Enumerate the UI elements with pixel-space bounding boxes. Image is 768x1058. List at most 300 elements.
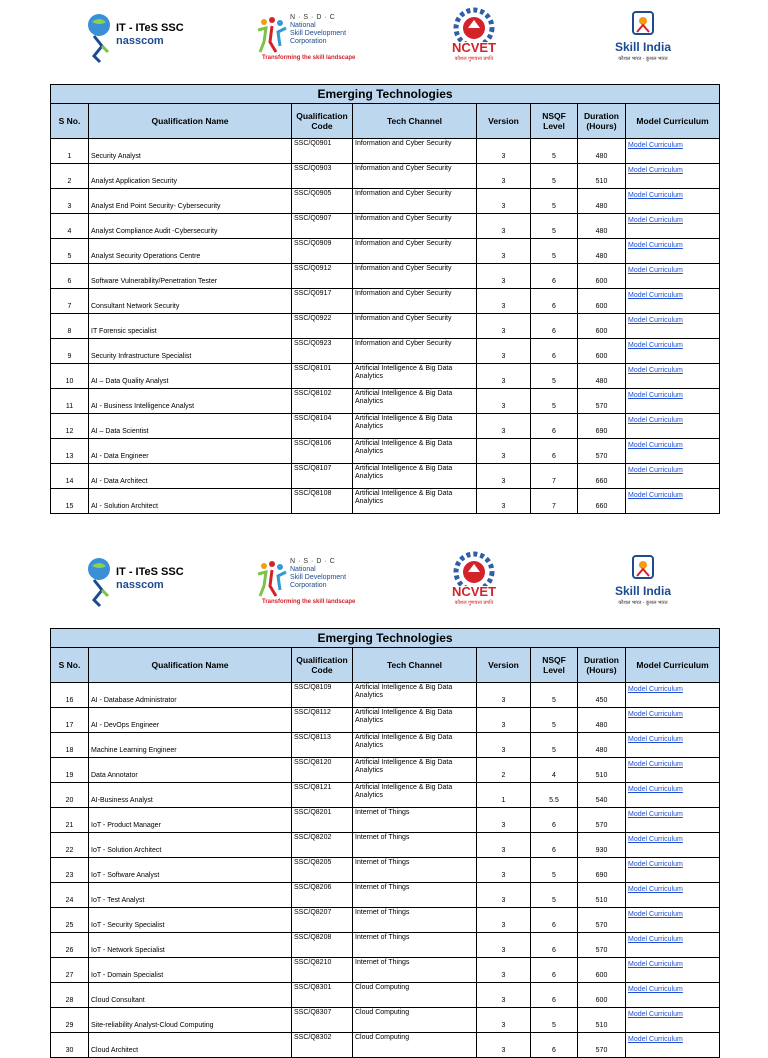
skill-india-icon: [608, 554, 678, 582]
column-header-channel: Tech Channel: [353, 648, 477, 683]
table-body-2: [51, 629, 720, 1058]
column-header-version: Version: [477, 104, 531, 139]
table-cell-code: SSC/Q8301: [292, 983, 353, 1008]
table-cell-duration: 660: [578, 489, 626, 514]
table-cell-sno: 4: [51, 214, 89, 239]
ncvet-logo: [444, 550, 504, 608]
table-cell-sno: 15: [51, 489, 89, 514]
column-header-code: Qualification Code: [292, 648, 353, 683]
ncvet-name: NCVET: [451, 40, 497, 55]
nsdc-tagline: Transforming the skill landscape: [262, 599, 356, 605]
table-cell-name: IoT - Security Specialist: [89, 908, 292, 933]
table-cell-nsqf: 6: [531, 808, 578, 833]
table-cell-channel: Internet of Things: [353, 908, 477, 933]
table-cell-sno: 29: [51, 1008, 89, 1033]
table-cell-channel: Artificial Intelligence & Big Data Analytics: [353, 783, 477, 808]
table-cell-sno: 11: [51, 389, 89, 414]
table-cell-nsqf: 5.5: [531, 783, 578, 808]
table-cell-sno: 17: [51, 708, 89, 733]
column-header-channel: Tech Channel: [353, 104, 477, 139]
table-cell-name: Software Vulnerability/Penetration Tester: [89, 264, 292, 289]
table-cell-code: SSC/Q0901: [292, 139, 353, 164]
table-cell-sno: 21: [51, 808, 89, 833]
itssc-line2: nasscom: [116, 579, 164, 591]
table-cell-code: SSC/Q8201: [292, 808, 353, 833]
column-header-duration: Duration (Hours): [578, 104, 626, 139]
table-cell-duration: 570: [578, 908, 626, 933]
table-cell-channel: Cloud Computing: [353, 1033, 477, 1058]
table-cell-channel: Internet of Things: [353, 958, 477, 983]
model-curriculum-link[interactable]: Model Curriculum: [626, 883, 720, 908]
table-cell-code: SSC/Q8106: [292, 439, 353, 464]
table-cell-code: SSC/Q0912: [292, 264, 353, 289]
model-curriculum-link[interactable]: Model Curriculum: [626, 164, 720, 189]
table-cell-nsqf: 6: [531, 908, 578, 933]
table-cell-sno: 26: [51, 933, 89, 958]
table-cell-version: 3: [477, 239, 531, 264]
table-cell-nsqf: 6: [531, 1033, 578, 1058]
model-curriculum-link[interactable]: Model Curriculum: [626, 983, 720, 1008]
model-curriculum-link[interactable]: Model Curriculum: [626, 1033, 720, 1058]
table-cell-nsqf: 5: [531, 683, 578, 708]
ncvet-name: NCVET: [451, 584, 497, 599]
nsdc-l3: Corporation: [290, 582, 327, 589]
table-cell-channel: Information and Cyber Security: [353, 339, 477, 364]
model-curriculum-link[interactable]: Model Curriculum: [626, 389, 720, 414]
table-cell-code: SSC/Q0903: [292, 164, 353, 189]
table-body-1: [51, 85, 720, 514]
model-curriculum-link[interactable]: Model Curriculum: [626, 933, 720, 958]
model-curriculum-link[interactable]: Model Curriculum: [626, 758, 720, 783]
table-cell-code: SSC/Q0909: [292, 239, 353, 264]
table-cell-channel: Artificial Intelligence & Big Data Analytics: [353, 708, 477, 733]
table-cell-sno: 8: [51, 314, 89, 339]
table-row: [51, 489, 720, 514]
column-header-duration: Duration (Hours): [578, 648, 626, 683]
table-cell-code: SSC/Q0923: [292, 339, 353, 364]
table-cell-channel: Internet of Things: [353, 833, 477, 858]
table-cell-duration: 690: [578, 858, 626, 883]
table-cell-name: IoT - Test Analyst: [89, 883, 292, 908]
column-header-code: Qualification Code: [292, 104, 353, 139]
table-cell-duration: 480: [578, 708, 626, 733]
table-cell-channel: Artificial Intelligence & Big Data Analytics: [353, 489, 477, 514]
table-cell-sno: 22: [51, 833, 89, 858]
skill-india-sub: कौशल भारत - कुशल भारत: [618, 56, 668, 62]
table-cell-code: SSC/Q8120: [292, 758, 353, 783]
table-cell-sno: 1: [51, 139, 89, 164]
skill-india-logo: [608, 554, 678, 610]
table-cell-duration: 480: [578, 364, 626, 389]
nsdc-tagline: Transforming the skill landscape: [262, 55, 356, 61]
model-curriculum-link[interactable]: Model Curriculum: [626, 139, 720, 164]
table-cell-version: 3: [477, 883, 531, 908]
table-row: [51, 414, 720, 439]
column-header-name: Qualification Name: [89, 104, 292, 139]
table-cell-duration: 510: [578, 758, 626, 783]
itssc-line2: nasscom: [116, 35, 164, 47]
table-cell-version: 3: [477, 439, 531, 464]
table-cell-version: 3: [477, 708, 531, 733]
table-cell-nsqf: 7: [531, 464, 578, 489]
table-cell-nsqf: 6: [531, 339, 578, 364]
table-cell-version: 3: [477, 933, 531, 958]
nsdc-l1: National: [290, 22, 316, 29]
nsdc-logo: [256, 558, 366, 610]
table-cell-duration: 480: [578, 189, 626, 214]
table-row: [51, 239, 720, 264]
table-cell-name: Analyst End Point Security- Cybersecurity: [89, 189, 292, 214]
table-cell-duration: 570: [578, 933, 626, 958]
table-cell-version: 3: [477, 958, 531, 983]
table-cell-sno: 24: [51, 883, 89, 908]
table-cell-channel: Internet of Things: [353, 883, 477, 908]
table-cell-nsqf: 4: [531, 758, 578, 783]
table-cell-channel: Artificial Intelligence & Big Data Analytics: [353, 439, 477, 464]
nsdc-l2: Skill Development: [290, 30, 347, 37]
table-cell-version: 3: [477, 414, 531, 439]
table-cell-version: 3: [477, 364, 531, 389]
table-cell-sno: 2: [51, 164, 89, 189]
table-cell-duration: 600: [578, 264, 626, 289]
table-cell-version: 3: [477, 164, 531, 189]
model-curriculum-link[interactable]: Model Curriculum: [626, 239, 720, 264]
table-row: [51, 139, 720, 164]
itssc-figure-icon: [86, 12, 112, 64]
table-cell-duration: 930: [578, 833, 626, 858]
model-curriculum-link[interactable]: Model Curriculum: [626, 364, 720, 389]
skill-india-name: Skill India: [614, 584, 671, 598]
itssc-figure-icon: [86, 556, 112, 608]
table-cell-code: SSC/Q8109: [292, 683, 353, 708]
skill-india-name: Skill India: [614, 40, 671, 54]
table-cell-code: SSC/Q8208: [292, 933, 353, 958]
model-curriculum-link[interactable]: Model Curriculum: [626, 708, 720, 733]
table-cell-code: SSC/Q8307: [292, 1008, 353, 1033]
table-cell-duration: 660: [578, 464, 626, 489]
ncvet-logo: [444, 6, 504, 64]
model-curriculum-link[interactable]: Model Curriculum: [626, 214, 720, 239]
table-cell-duration: 570: [578, 808, 626, 833]
table-cell-version: 3: [477, 908, 531, 933]
table-cell-sno: 3: [51, 189, 89, 214]
model-curriculum-link[interactable]: Model Curriculum: [626, 783, 720, 808]
model-curriculum-link[interactable]: Model Curriculum: [626, 733, 720, 758]
table-cell-code: SSC/Q8207: [292, 908, 353, 933]
table-title: Emerging Technologies: [51, 629, 720, 648]
table-cell-name: Security Analyst: [89, 139, 292, 164]
table-cell-channel: Information and Cyber Security: [353, 289, 477, 314]
table-row: [51, 439, 720, 464]
table-row: [51, 1033, 720, 1058]
model-curriculum-link[interactable]: Model Curriculum: [626, 439, 720, 464]
table-cell-name: IoT - Product Manager: [89, 808, 292, 833]
table-cell-channel: Information and Cyber Security: [353, 264, 477, 289]
table-row: [51, 933, 720, 958]
table-cell-nsqf: 5: [531, 733, 578, 758]
table-cell-channel: Internet of Things: [353, 858, 477, 883]
table-cell-nsqf: 6: [531, 264, 578, 289]
column-header-nsqf: NSQF Level: [531, 104, 578, 139]
table-cell-name: Analyst Application Security: [89, 164, 292, 189]
model-curriculum-link[interactable]: Model Curriculum: [626, 464, 720, 489]
table-cell-duration: 480: [578, 733, 626, 758]
table-cell-name: IoT - Domain Specialist: [89, 958, 292, 983]
table-cell-channel: Artificial Intelligence & Big Data Analytics: [353, 464, 477, 489]
table-cell-code: SSC/Q8107: [292, 464, 353, 489]
table-cell-channel: Artificial Intelligence & Big Data Analytics: [353, 389, 477, 414]
itssc-logo: [86, 12, 206, 64]
model-curriculum-link[interactable]: Model Curriculum: [626, 908, 720, 933]
table-row: [51, 364, 720, 389]
table-cell-nsqf: 6: [531, 833, 578, 858]
table-cell-name: AI - Data Engineer: [89, 439, 292, 464]
table-cell-version: 3: [477, 464, 531, 489]
table-cell-name: Data Annotator: [89, 758, 292, 783]
table-cell-code: SSC/Q8206: [292, 883, 353, 908]
column-header-version: Version: [477, 648, 531, 683]
table-cell-sno: 23: [51, 858, 89, 883]
table-row: [51, 708, 720, 733]
table-cell-duration: 600: [578, 958, 626, 983]
table-cell-nsqf: 5: [531, 214, 578, 239]
table-cell-sno: 14: [51, 464, 89, 489]
table-cell-sno: 25: [51, 908, 89, 933]
model-curriculum-link[interactable]: Model Curriculum: [626, 1008, 720, 1033]
table-cell-name: Analyst Compliance Audit -Cybersecurity: [89, 214, 292, 239]
model-curriculum-link[interactable]: Model Curriculum: [626, 289, 720, 314]
nsdc-logo: [256, 14, 366, 66]
qualifications-table: [50, 84, 720, 514]
table-cell-sno: 16: [51, 683, 89, 708]
model-curriculum-link[interactable]: Model Curriculum: [626, 958, 720, 983]
ncvet-sub: कौशल गुणवत्ता प्रगति: [454, 600, 494, 606]
ncvet-gear-icon: [444, 6, 504, 42]
table-cell-name: Security Infrastructure Specialist: [89, 339, 292, 364]
table-cell-duration: 480: [578, 214, 626, 239]
table-cell-name: Analyst Security Operations Centre: [89, 239, 292, 264]
table-row: [51, 464, 720, 489]
table-row: [51, 189, 720, 214]
table-row: [51, 858, 720, 883]
table-cell-name: IoT - Solution Architect: [89, 833, 292, 858]
table-cell-nsqf: 6: [531, 439, 578, 464]
table-cell-code: SSC/Q8112: [292, 708, 353, 733]
table-cell-channel: Information and Cyber Security: [353, 239, 477, 264]
model-curriculum-link[interactable]: Model Curriculum: [626, 858, 720, 883]
table-cell-name: AI - Data Architect: [89, 464, 292, 489]
nsdc-top: N·S·D·C: [290, 14, 338, 21]
table-cell-sno: 5: [51, 239, 89, 264]
ncvet-gear-icon: [444, 550, 504, 586]
table-cell-duration: 600: [578, 339, 626, 364]
table-cell-code: SSC/Q0917: [292, 289, 353, 314]
logo-row: [0, 544, 768, 624]
table-cell-duration: 540: [578, 783, 626, 808]
table-row: [51, 958, 720, 983]
model-curriculum-link[interactable]: Model Curriculum: [626, 833, 720, 858]
table-cell-name: IoT - Network Specialist: [89, 933, 292, 958]
table-row: [51, 683, 720, 708]
table-cell-nsqf: 5: [531, 239, 578, 264]
table-cell-channel: Internet of Things: [353, 808, 477, 833]
table-cell-code: SSC/Q8210: [292, 958, 353, 983]
table-cell-nsqf: 7: [531, 489, 578, 514]
table-cell-duration: 600: [578, 983, 626, 1008]
skill-india-sub: कौशल भारत - कुशल भारत: [618, 600, 668, 606]
table-cell-name: AI-Business Analyst: [89, 783, 292, 808]
table-cell-channel: Artificial Intelligence & Big Data Analytics: [353, 758, 477, 783]
table-cell-code: SSC/Q8202: [292, 833, 353, 858]
table-cell-nsqf: 6: [531, 933, 578, 958]
model-curriculum-link[interactable]: Model Curriculum: [626, 808, 720, 833]
table-cell-version: 3: [477, 314, 531, 339]
table-cell-version: 3: [477, 808, 531, 833]
table-cell-name: AI - Database Administrator: [89, 683, 292, 708]
table-cell-channel: Information and Cyber Security: [353, 164, 477, 189]
table-row: [51, 883, 720, 908]
table-cell-sno: 13: [51, 439, 89, 464]
nsdc-l3: Corporation: [290, 38, 327, 45]
table-cell-version: 3: [477, 389, 531, 414]
table-cell-channel: Information and Cyber Security: [353, 139, 477, 164]
table-cell-nsqf: 6: [531, 414, 578, 439]
table-cell-nsqf: 6: [531, 983, 578, 1008]
table-cell-name: IoT - Software Analyst: [89, 858, 292, 883]
table-row: [51, 733, 720, 758]
table-cell-duration: 510: [578, 883, 626, 908]
table-cell-code: SSC/Q8102: [292, 389, 353, 414]
table-cell-sno: 6: [51, 264, 89, 289]
table-row: [51, 908, 720, 933]
table-cell-sno: 20: [51, 783, 89, 808]
table-cell-name: Machine Learning Engineer: [89, 733, 292, 758]
table-cell-channel: Cloud Computing: [353, 983, 477, 1008]
table-cell-nsqf: 5: [531, 858, 578, 883]
model-curriculum-link[interactable]: Model Curriculum: [626, 414, 720, 439]
table-cell-sno: 18: [51, 733, 89, 758]
table-cell-version: 3: [477, 189, 531, 214]
table-cell-version: 3: [477, 733, 531, 758]
table-cell-code: SSC/Q8104: [292, 414, 353, 439]
table-cell-channel: Cloud Computing: [353, 1008, 477, 1033]
table-cell-version: 3: [477, 858, 531, 883]
table-row: [51, 289, 720, 314]
table-cell-nsqf: 5: [531, 189, 578, 214]
table-cell-code: SSC/Q8121: [292, 783, 353, 808]
table-cell-channel: Information and Cyber Security: [353, 189, 477, 214]
table-cell-name: Site-reliability Analyst-Cloud Computing: [89, 1008, 292, 1033]
table-cell-nsqf: 5: [531, 139, 578, 164]
model-curriculum-link[interactable]: Model Curriculum: [626, 264, 720, 289]
table-cell-sno: 19: [51, 758, 89, 783]
logo-row: [0, 0, 768, 80]
nsdc-l1: National: [290, 566, 316, 573]
qualifications-table: [50, 628, 720, 1058]
table-cell-nsqf: 6: [531, 958, 578, 983]
table-cell-version: 3: [477, 683, 531, 708]
itssc-logo: [86, 556, 206, 608]
table-cell-version: 3: [477, 1033, 531, 1058]
table-cell-version: 1: [477, 783, 531, 808]
table-cell-channel: Artificial Intelligence & Big Data Analytics: [353, 364, 477, 389]
table-cell-nsqf: 5: [531, 364, 578, 389]
table-cell-version: 3: [477, 983, 531, 1008]
table-cell-name: AI – Data Scientist: [89, 414, 292, 439]
table-cell-name: AI - Business Intelligence Analyst: [89, 389, 292, 414]
table-cell-version: 2: [477, 758, 531, 783]
table-cell-channel: Internet of Things: [353, 933, 477, 958]
model-curriculum-link[interactable]: Model Curriculum: [626, 314, 720, 339]
table-cell-sno: 10: [51, 364, 89, 389]
itssc-line1: IT - ITeS SSC: [116, 22, 184, 34]
table-cell-name: Consultant Network Security: [89, 289, 292, 314]
table-cell-sno: 27: [51, 958, 89, 983]
table-cell-nsqf: 5: [531, 883, 578, 908]
table-cell-code: SSC/Q8108: [292, 489, 353, 514]
table-cell-name: Cloud Architect: [89, 1033, 292, 1058]
table-row: [51, 339, 720, 364]
column-header-curriculum: Model Curriculum: [626, 648, 720, 683]
nsdc-figures-icon: [256, 16, 288, 54]
table-cell-code: SSC/Q0905: [292, 189, 353, 214]
table-cell-nsqf: 5: [531, 1008, 578, 1033]
skill-india-logo: [608, 10, 678, 66]
table-cell-duration: 570: [578, 389, 626, 414]
table-cell-channel: Artificial Intelligence & Big Data Analytics: [353, 414, 477, 439]
model-curriculum-link[interactable]: Model Curriculum: [626, 339, 720, 364]
table-row: [51, 164, 720, 189]
table-cell-version: 3: [477, 214, 531, 239]
table-cell-duration: 600: [578, 314, 626, 339]
nsdc-top: N·S·D·C: [290, 558, 338, 565]
table-cell-sno: 30: [51, 1033, 89, 1058]
table-cell-code: SSC/Q0907: [292, 214, 353, 239]
table-cell-sno: 28: [51, 983, 89, 1008]
table-cell-sno: 9: [51, 339, 89, 364]
table-row: [51, 983, 720, 1008]
table-cell-version: 3: [477, 833, 531, 858]
table-cell-nsqf: 5: [531, 389, 578, 414]
table-cell-code: SSC/Q8302: [292, 1033, 353, 1058]
table-row: [51, 758, 720, 783]
table-row: [51, 808, 720, 833]
model-curriculum-link[interactable]: Model Curriculum: [626, 189, 720, 214]
model-curriculum-link[interactable]: Model Curriculum: [626, 489, 720, 514]
itssc-line1: IT - ITeS SSC: [116, 566, 184, 578]
table-cell-name: Cloud Consultant: [89, 983, 292, 1008]
ncvet-sub: कौशल गुणवत्ता प्रगति: [454, 56, 494, 62]
table-row: [51, 214, 720, 239]
table-cell-duration: 570: [578, 1033, 626, 1058]
table-cell-channel: Artificial Intelligence & Big Data Analytics: [353, 683, 477, 708]
table-row: [51, 389, 720, 414]
column-header-curriculum: Model Curriculum: [626, 104, 720, 139]
table-row: [51, 1008, 720, 1033]
table-cell-version: 3: [477, 1008, 531, 1033]
table-cell-sno: 7: [51, 289, 89, 314]
table-cell-version: 3: [477, 289, 531, 314]
table-row: [51, 833, 720, 858]
model-curriculum-link[interactable]: Model Curriculum: [626, 683, 720, 708]
nsdc-figures-icon: [256, 560, 288, 598]
table-row: [51, 783, 720, 808]
table-cell-nsqf: 6: [531, 289, 578, 314]
table-cell-duration: 570: [578, 439, 626, 464]
table-cell-name: AI – Data Quality Analyst: [89, 364, 292, 389]
table-cell-sno: 12: [51, 414, 89, 439]
column-header-sno: S No.: [51, 104, 89, 139]
